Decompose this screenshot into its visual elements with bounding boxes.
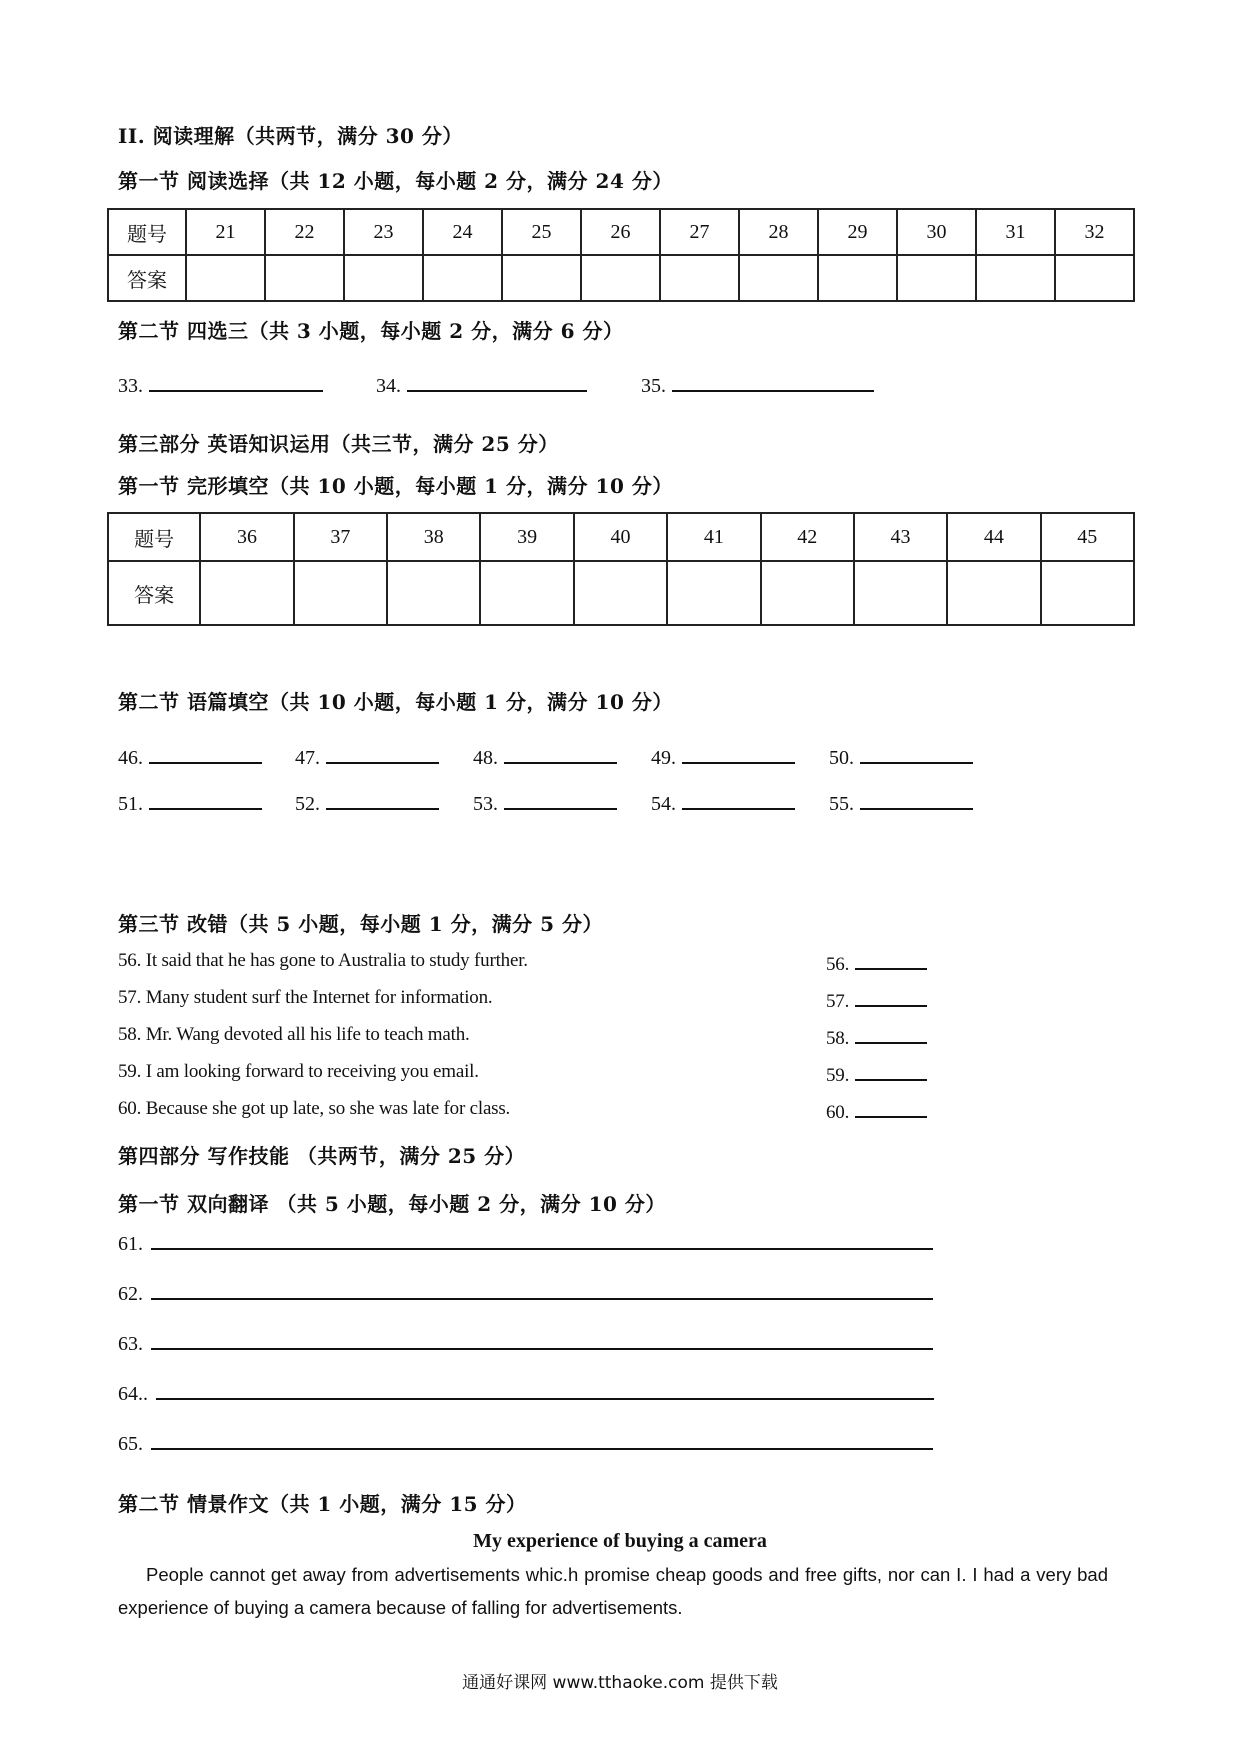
reading-sec2-title: 第二节 四选三（共 3 小题，每小题 2 分，满分 6 分） — [118, 319, 624, 343]
answer-cell[interactable] — [897, 255, 976, 301]
cloze-number-row — [108, 513, 1134, 561]
question-number-cell: 29 — [818, 209, 897, 255]
answer-cell[interactable] — [1055, 255, 1134, 301]
answer-blank[interactable] — [672, 372, 874, 392]
error-sentence: 58. Mr. Wang devoted all his life to teach math. — [118, 1024, 470, 1045]
answer-blank[interactable] — [855, 1098, 927, 1118]
answer-cell[interactable] — [739, 255, 818, 301]
error-sentence: 59. I am looking forward to receiving you email. — [118, 1061, 479, 1082]
answer-cell[interactable] — [761, 561, 854, 625]
question-number-cell: 23 — [344, 209, 423, 255]
blank-number: 49. — [651, 747, 676, 769]
translation-line[interactable] — [151, 1280, 933, 1300]
question-number-cell: 26 — [581, 209, 660, 255]
cloze-answer-row — [108, 561, 1134, 625]
answer-cell[interactable] — [200, 561, 293, 625]
answer-blank[interactable] — [855, 1024, 927, 1044]
blank-number: 62. — [118, 1283, 143, 1305]
question-number-cell: 28 — [739, 209, 818, 255]
part4-title: 第四部分 写作技能 （共两节，满分 25 分） — [118, 1144, 526, 1168]
blank-number: 65. — [118, 1433, 143, 1455]
blank-number: 35. — [641, 375, 666, 397]
question-number-cell: 27 — [660, 209, 739, 255]
answer-cell[interactable] — [581, 255, 660, 301]
answer-blank[interactable] — [504, 744, 617, 764]
translation-line[interactable] — [151, 1330, 933, 1350]
error-sentence: 56. It said that he has gone to Australia to study further. — [118, 950, 528, 971]
reading-number-row — [108, 209, 1134, 255]
error-sentence: 60. Because she got up late, so she was late for class. — [118, 1098, 511, 1119]
answer-cell[interactable] — [1041, 561, 1134, 625]
translation-line[interactable] — [151, 1230, 933, 1250]
question-number-cell: 30 — [897, 209, 976, 255]
answer-cell[interactable] — [660, 255, 739, 301]
blank-number: 63. — [118, 1333, 143, 1355]
blank-number: 61. — [118, 1233, 143, 1255]
answer-cell[interactable] — [502, 255, 581, 301]
question-number-cell: 45 — [1041, 513, 1134, 561]
blank-number: 51. — [118, 793, 143, 815]
answer-blank[interactable] — [682, 790, 795, 810]
answer-blank[interactable] — [504, 790, 617, 810]
answer-cell[interactable] — [294, 561, 387, 625]
reading-answer-table — [107, 208, 1135, 302]
question-number-cell: 40 — [574, 513, 667, 561]
blank-number: 46. — [118, 747, 143, 769]
blank-number: 48. — [473, 747, 498, 769]
question-number-cell: 36 — [200, 513, 293, 561]
answer-label-cell: 答案 — [108, 255, 186, 301]
part3-sec2-title: 第二节 语篇填空（共 10 小题，每小题 1 分，满分 10 分） — [118, 690, 673, 714]
answer-blank[interactable] — [407, 372, 587, 392]
answer-cell[interactable] — [186, 255, 265, 301]
reading-sec1-title: 第一节 阅读选择（共 12 小题，每小题 2 分，满分 24 分） — [118, 169, 673, 193]
blank-number: 53. — [473, 793, 498, 815]
essay-title: My experience of buying a camera — [473, 1530, 767, 1552]
answer-cell[interactable] — [976, 255, 1055, 301]
part3-sec1-title: 第一节 完形填空（共 10 小题，每小题 1 分，满分 10 分） — [118, 474, 673, 498]
passage-blanks-row-2 — [118, 790, 1018, 820]
answer-cell[interactable] — [574, 561, 667, 625]
page-footer: 通通好课网 www.tthaoke.com 提供下载 — [462, 1673, 778, 1693]
question-number-cell: 21 — [186, 209, 265, 255]
error-sentence: 57. Many student surf the Internet for information. — [118, 987, 493, 1008]
answer-cell[interactable] — [265, 255, 344, 301]
answer-blank[interactable] — [855, 950, 927, 970]
question-number-cell: 32 — [1055, 209, 1134, 255]
part4-sec2-title: 第二节 情景作文（共 1 小题，满分 15 分） — [118, 1492, 527, 1516]
answer-blank[interactable] — [682, 744, 795, 764]
answer-blank[interactable] — [326, 790, 439, 810]
number-label-cell: 题号 — [108, 209, 186, 255]
question-number-cell: 25 — [502, 209, 581, 255]
part4-sec1-title: 第一节 双向翻译 （共 5 小题，每小题 2 分，满分 10 分） — [118, 1192, 666, 1216]
question-number-cell: 38 — [387, 513, 480, 561]
blank-number: 34. — [376, 375, 401, 397]
essay-prompt-paragraph: People cannot get away from advertisements whic.h promise cheap goods and free gifts, nor can I. I had a very bad experience of buying a camera because of falling for advertisements. — [118, 1564, 1108, 1618]
question-number-cell: 42 — [761, 513, 854, 561]
blank-number: 54. — [651, 793, 676, 815]
answer-cell[interactable] — [818, 255, 897, 301]
answer-cell[interactable] — [947, 561, 1040, 625]
answer-blank[interactable] — [860, 790, 973, 810]
answer-blank[interactable] — [860, 744, 973, 764]
answer-cell[interactable] — [423, 255, 502, 301]
reading-title: II. 阅读理解（共两节，满分 30 分） — [118, 124, 463, 148]
answer-blank[interactable] — [855, 987, 927, 1007]
passage-blanks-row-1 — [118, 744, 1018, 774]
translation-line[interactable] — [156, 1380, 934, 1400]
translation-line[interactable] — [151, 1430, 933, 1450]
answer-cell[interactable] — [344, 255, 423, 301]
answer-cell[interactable] — [387, 561, 480, 625]
answer-blank[interactable] — [149, 790, 262, 810]
part3-title: 第三部分 英语知识运用（共三节，满分 25 分） — [118, 432, 559, 456]
question-number-cell: 31 — [976, 209, 1055, 255]
answer-label-cell: 答案 — [108, 561, 200, 625]
blank-number: 58. — [826, 1028, 850, 1049]
cloze-answer-table — [107, 512, 1135, 626]
answer-cell[interactable] — [667, 561, 760, 625]
number-label-cell: 题号 — [108, 513, 200, 561]
question-number-cell: 43 — [854, 513, 947, 561]
answer-cell[interactable] — [854, 561, 947, 625]
question-number-cell: 22 — [265, 209, 344, 255]
question-number-cell: 39 — [480, 513, 573, 561]
blank-number: 56. — [826, 954, 850, 975]
blank-number: 33. — [118, 375, 143, 397]
blank-number: 57. — [826, 991, 850, 1012]
blank-number: 52. — [295, 793, 320, 815]
question-number-cell: 44 — [947, 513, 1040, 561]
blank-number: 50. — [829, 747, 854, 769]
reading-answer-row — [108, 255, 1134, 301]
answer-blank[interactable] — [326, 744, 439, 764]
question-number-cell: 41 — [667, 513, 760, 561]
blank-number: 64.. — [118, 1383, 148, 1405]
question-number-cell: 24 — [423, 209, 502, 255]
answer-blank[interactable] — [855, 1061, 927, 1081]
blank-number: 55. — [829, 793, 854, 815]
answer-cell[interactable] — [480, 561, 573, 625]
reading-sec2-blanks — [118, 372, 918, 402]
blank-number: 59. — [826, 1065, 850, 1086]
blank-number: 47. — [295, 747, 320, 769]
part3-sec3-title: 第三节 改错（共 5 小题，每小题 1 分，满分 5 分） — [118, 912, 603, 936]
question-number-cell: 37 — [294, 513, 387, 561]
blank-number: 60. — [826, 1102, 850, 1123]
answer-blank[interactable] — [149, 372, 323, 392]
answer-blank[interactable] — [149, 744, 262, 764]
